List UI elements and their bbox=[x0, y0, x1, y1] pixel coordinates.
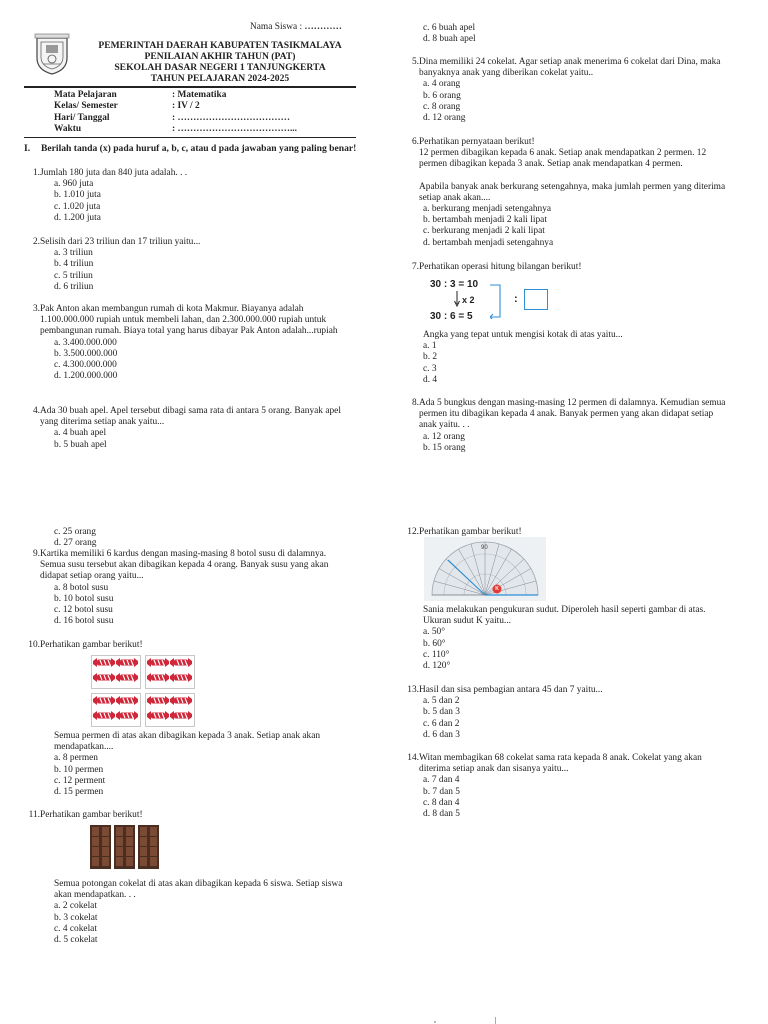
q7-arrow-down bbox=[454, 291, 460, 307]
protractor-k-marker: K bbox=[495, 586, 499, 592]
q8-option-d[interactable]: d. 27 orang bbox=[54, 538, 97, 549]
q3-option-d[interactable]: d. 1.200.000.000 bbox=[54, 371, 118, 382]
q12-option-b[interactable]: b. 60° bbox=[423, 638, 446, 649]
q1-option-a[interactable]: a. 960 juta bbox=[54, 179, 94, 190]
q11-chocolate-image bbox=[89, 824, 161, 870]
q8-option-c[interactable]: c. 25 orang bbox=[54, 527, 96, 537]
q8-continued bbox=[54, 527, 96, 549]
header-divider bbox=[24, 86, 356, 88]
meta-subject: Mata Pelajaran : Matematika bbox=[54, 90, 227, 100]
q1-option-d[interactable]: d. 1.200 juta bbox=[54, 212, 101, 223]
q12-option-d[interactable]: d. 120° bbox=[423, 661, 451, 672]
q13-option-a[interactable]: a. 5 dan 2 bbox=[423, 696, 460, 707]
q5-option-d[interactable]: d. 12 orang bbox=[423, 113, 466, 124]
header-line-2: PENILAIAN AKHIR TAHUN (PAT) bbox=[144, 51, 296, 62]
section-number: I. bbox=[24, 143, 31, 154]
meta-date: Hari/ Tanggal : ……………………………… bbox=[54, 113, 290, 123]
q7-colon: : bbox=[514, 293, 518, 305]
q10-question: Semua permen di atas akan dibagikan kepada 3 anak. Setiap anak akan mendapatkan.... a. 8 permen b. 10 permen c. 12 perment d. 15 permen bbox=[54, 731, 350, 798]
header-line-1: PEMERINTAH DAERAH KABUPATEN TASIKMALAYA bbox=[98, 40, 342, 51]
question-11: 11. Perhatikan gambar berikut! bbox=[28, 810, 143, 820]
q12-protractor-image bbox=[424, 537, 546, 601]
q1-option-c[interactable]: c. 1.020 juta bbox=[54, 201, 101, 212]
meta-time: Waktu : ………………………………... bbox=[54, 124, 297, 134]
school-logo bbox=[33, 32, 71, 76]
q4-continued bbox=[423, 23, 476, 45]
q9-option-d[interactable]: d. 16 botol susu bbox=[54, 616, 114, 627]
q11-option-c[interactable]: c. 4 cokelat bbox=[54, 923, 97, 934]
q7-equation-2: 30 : 6 = 5 bbox=[430, 311, 473, 322]
q6-option-b[interactable]: b. bertambah menjadi 2 kali lipat bbox=[423, 215, 547, 226]
question-13: 13. Hasil dan sisa pembagian antara 45 dan 7 yaitu... a. 5 dan 2 b. 5 dan 3 c. 6 dan 2 d. 6 dan 3 bbox=[405, 685, 729, 741]
protractor-90-label: 90 bbox=[481, 545, 488, 551]
question-2: 2. Selisih dari 23 triliun dan 17 triliun yaitu... a. 3 triliun b. 4 triliun c. 5 triliun d. 6 triliun bbox=[26, 237, 356, 293]
q10-option-a[interactable]: a. 8 permen bbox=[54, 753, 98, 764]
q7-option-b[interactable]: b. 2 bbox=[423, 352, 438, 363]
q7-multiplier: x 2 bbox=[462, 295, 475, 305]
q6-option-d[interactable]: d. bertambah menjadi setengahnya bbox=[423, 237, 554, 248]
q10-candy-image bbox=[90, 654, 196, 728]
q2-option-d[interactable]: d. 6 triliun bbox=[54, 281, 94, 292]
question-10: 10. Perhatikan gambar berikut! bbox=[28, 640, 143, 650]
student-name: Nama Siswa : ………… bbox=[250, 22, 342, 32]
question-8: 8. Ada 5 bungkus dengan masing-masing 12 permen di dalamnya. Kemudian semua permen itu dibagikan kepada 4 anak. Banyak permen yang akan didapat setiap anak yaitu. . . a. 12 orang b. 15 orang bbox=[405, 398, 729, 454]
q4-option-b[interactable]: b. 5 buah apel bbox=[54, 439, 107, 450]
q1-option-b[interactable]: b. 1.010 juta bbox=[54, 190, 101, 201]
q3-option-b[interactable]: b. 3.500.000.000 bbox=[54, 348, 118, 359]
q9-option-b[interactable]: b. 10 botol susu bbox=[54, 593, 114, 604]
question-5: 5. Dina memiliki 24 cokelat. Agar setiap anak menerima 6 cokelat dari Dina, maka banyaknya anak yang diberikan cokelat yaitu.. a. 4 orang b. 6 orang c. 8 orang d. 12 orang bbox=[405, 57, 725, 124]
q2-option-a[interactable]: a. 3 triliun bbox=[54, 248, 93, 259]
q14-option-a[interactable]: a. 7 dan 4 bbox=[423, 775, 460, 786]
q7-question: Angka yang tepat untuk mengisi kotak di atas yaitu... a. 1 b. 2 c. 3 d. 4 bbox=[423, 330, 723, 386]
q3-option-a[interactable]: a. 3.400.000.000 bbox=[54, 337, 117, 348]
question-12: 12. Perhatikan gambar berikut! bbox=[407, 527, 522, 537]
candy-icons bbox=[90, 654, 196, 728]
header-line-4: TAHUN PELAJARAN 2024-2025 bbox=[150, 73, 290, 84]
q11-option-d[interactable]: d. 5 cokelat bbox=[54, 935, 98, 946]
q6-option-c[interactable]: c. berkurang menjadi 2 kali lipat bbox=[423, 226, 545, 237]
page-edge-mark bbox=[495, 1017, 496, 1024]
chocolate-bar-2 bbox=[114, 825, 135, 869]
q2-option-c[interactable]: c. 5 triliun bbox=[54, 270, 93, 281]
q5-option-c[interactable]: c. 8 orang bbox=[423, 101, 461, 112]
q9-option-c[interactable]: c. 12 botol susu bbox=[54, 605, 113, 616]
q14-option-b[interactable]: b. 7 dan 5 bbox=[423, 786, 460, 797]
q8-option-b[interactable]: b. 15 orang bbox=[423, 442, 466, 453]
q4-option-d[interactable]: d. 8 buah apel bbox=[423, 34, 476, 45]
q12-question: Sania melakukan pengukuran sudut. Diperoleh hasil seperti gambar di atas. Ukuran sudut K yaitu... a. 50° b. 60° c. 110° d. 120° bbox=[423, 605, 727, 672]
q13-option-b[interactable]: b. 5 dan 3 bbox=[423, 707, 460, 718]
meta-class: Kelas/ Semester : IV / 2 bbox=[54, 101, 200, 111]
question-14: 14. Witan membagikan 68 cokelat sama rata kepada 8 anak. Cokelat yang akan diterima setiap anak dan sisanya yaitu... a. 7 dan 4 b. 7 dan 5 c. 8 dan 4 d. 8 dan 5 bbox=[405, 753, 729, 820]
question-4: 4. Ada 30 buah apel. Apel tersebut dibagi sama rata di antara 5 orang. Banyak apel yang diterima setiap anak yaitu... a. 4 buah apel b. 5 buah apel bbox=[26, 406, 360, 451]
q10-option-d[interactable]: d. 15 permen bbox=[54, 787, 104, 798]
q11-question: Semua potongan cokelat di atas akan dibagikan kepada 6 siswa. Setiap siswa akan mendapatkan. . . a. 2 cokelat b. 3 cokelat c. 4 cokelat d. 5 cokelat bbox=[54, 879, 360, 946]
question-7: 7. Perhatikan operasi hitung bilangan berikut! bbox=[411, 262, 582, 272]
q3-option-c[interactable]: c. 4.300.000.000 bbox=[54, 360, 117, 371]
question-3: 3. Pak Anton akan membangun rumah di kota Makmur. Biayanya adalah 1.100.000.000 rupiah untuk membeli lahan, dan 2.300.000.000 rupiah untuk pembangunan rumah. Biaya total yang harus dibayar Pak Anton adalah...rupiah a. 3.400.000.000 b. 3.500.000.000 c. 4.300.000.000 d. 1.200.000.000 bbox=[26, 304, 360, 382]
q7-division-diagram bbox=[428, 278, 558, 324]
q14-option-d[interactable]: d. 8 dan 5 bbox=[423, 809, 460, 820]
q5-option-b[interactable]: b. 6 orang bbox=[423, 90, 461, 101]
q8-option-a[interactable]: a. 12 orang bbox=[423, 431, 465, 442]
q11-option-a[interactable]: a. 2 cokelat bbox=[54, 901, 97, 912]
section-instruction: Berilah tanda (x) pada huruf a, b, c, atau d pada jawaban yang paling benar! bbox=[41, 143, 357, 154]
q14-option-c[interactable]: c. 8 dan 4 bbox=[423, 797, 460, 808]
meta-divider bbox=[24, 137, 356, 138]
q13-option-c[interactable]: c. 6 dan 2 bbox=[423, 718, 460, 729]
question-9: 9. Kartika memiliki 6 kardus dengan masing-masing 8 botol susu di dalamnya. Semua susu tersebut akan dibagikan kepada 4 orang. Banyak susu yang akan didapat setiap orang yaitu... a. 8 botol susu b. 10 botol susu c. 12 botol susu d. 16 botol susu bbox=[26, 549, 360, 627]
question-6: 6. Perhatikan pernyataan berikut! 12 permen dibagikan kepada 6 anak. Setiap anak mendapatkan 2 permen. 12 permen dibagikan kepada 3 anak. Setiap anak mendapatkan 4 permen. Apabila banyak anak berkurang setengahnya, maka jumlah permen yang diterima setiap anak akan.... a. berkurang menjadi setengahnya b. bertambah menjadi 2 kali lipat c. berkurang menjadi 2 kali lipat d. bertambah menjadi setengahnya bbox=[405, 137, 729, 249]
q11-option-b[interactable]: b. 3 cokelat bbox=[54, 912, 98, 923]
question-1: 1. Jumlah 180 juta dan 840 juta adalah. . . a. 960 juta b. 1.010 juta c. 1.020 juta d. 1.200 juta bbox=[26, 168, 356, 224]
q2-option-b[interactable]: b. 4 triliun bbox=[54, 259, 94, 270]
q4-option-c[interactable]: c. 6 buah apel bbox=[423, 23, 476, 33]
q7-option-d[interactable]: d. 4 bbox=[423, 374, 438, 385]
q7-option-a[interactable]: a. 1 bbox=[423, 341, 437, 352]
q7-answer-box[interactable] bbox=[524, 289, 548, 310]
q7-bracket bbox=[490, 283, 506, 319]
q6-option-a[interactable]: a. berkurang menjadi setengahnya bbox=[423, 204, 552, 215]
q7-option-c[interactable]: c. 3 bbox=[423, 363, 437, 374]
q9-option-a[interactable]: a. 8 botol susu bbox=[54, 582, 109, 593]
chocolate-bar-1 bbox=[90, 825, 111, 869]
chocolate-bar-3 bbox=[138, 825, 159, 869]
q13-option-d[interactable]: d. 6 dan 3 bbox=[423, 729, 460, 740]
q12-option-c[interactable]: c. 110° bbox=[423, 649, 450, 660]
q12-option-a[interactable]: a. 50° bbox=[423, 627, 445, 638]
q7-equation-1: 30 : 3 = 10 bbox=[430, 279, 479, 290]
q5-option-a[interactable]: a. 4 orang bbox=[423, 79, 461, 90]
header-line-3: SEKOLAH DASAR NEGERI 1 TANJUNGKERTA bbox=[114, 62, 326, 73]
q10-option-c[interactable]: c. 12 perment bbox=[54, 775, 106, 786]
q10-option-b[interactable]: b. 10 permen bbox=[54, 764, 104, 775]
q4-option-a[interactable]: a. 4 buah apel bbox=[54, 428, 107, 439]
page-edge-dot bbox=[434, 1021, 436, 1023]
